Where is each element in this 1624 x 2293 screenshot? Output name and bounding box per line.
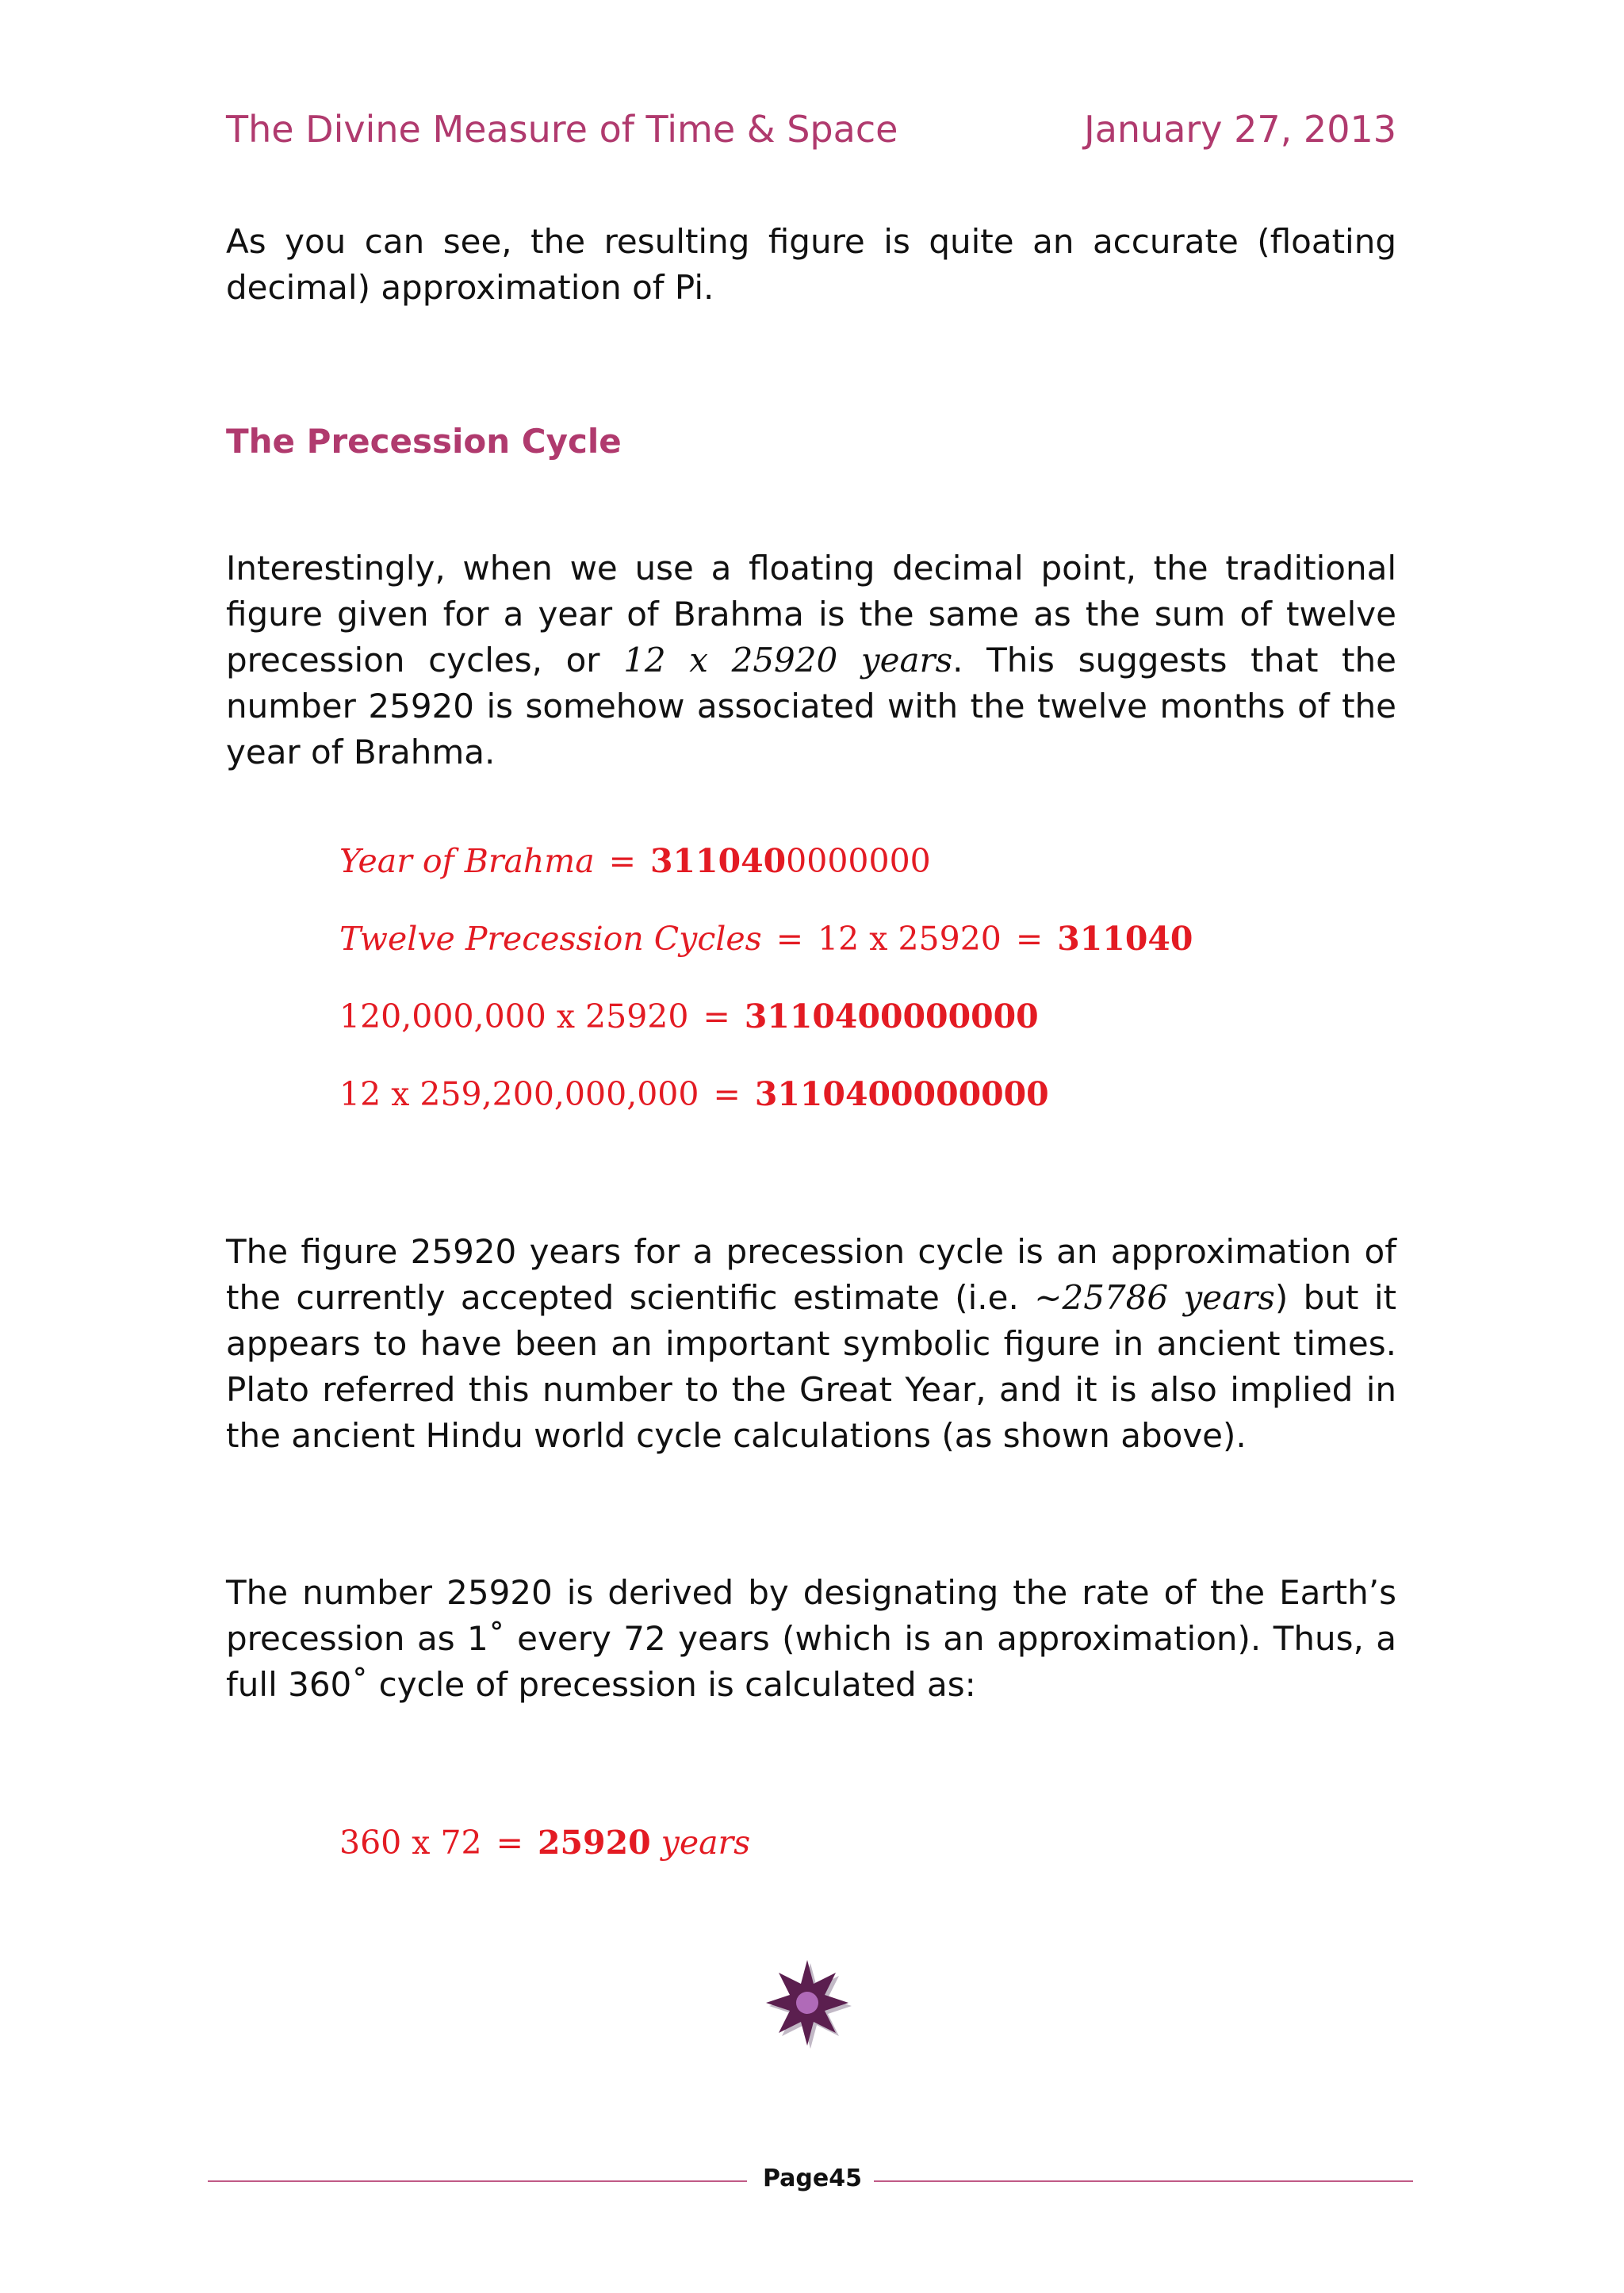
eq5-op: = xyxy=(496,1824,523,1862)
equation-twelve-cycles xyxy=(339,920,1193,958)
eq3-bold: 3110400000000 xyxy=(744,997,1039,1035)
equation-year-of-brahma xyxy=(339,842,931,880)
eq2-op1: = xyxy=(776,920,804,958)
eq4-op: = xyxy=(713,1075,741,1113)
section-heading: The Precession Cycle xyxy=(226,422,622,461)
eq1-bold: 311040 xyxy=(650,842,787,880)
eq3-op: = xyxy=(703,997,730,1035)
paragraph-2-math: 12 x 25920 years xyxy=(623,641,953,679)
eq1-lhs: Year of Brahma xyxy=(339,842,595,880)
header-title: The Divine Measure of Time & Space xyxy=(226,108,898,151)
eq4-bold: 3110400000000 xyxy=(754,1075,1049,1113)
eq1-rest: 0000000 xyxy=(786,842,931,880)
eq2-op2: = xyxy=(1015,920,1044,958)
equation-120m xyxy=(339,997,1039,1035)
equation-259b xyxy=(339,1075,1049,1113)
eq4-lhs: 12 x 259,200,000,000 xyxy=(339,1075,699,1113)
paragraph-3-text-a: The figure 25920 years for a precession cycle is an approximation of the currently accepted scientific estimate (i.e. xyxy=(226,1232,1396,1317)
page-number: Page45 xyxy=(763,2165,862,2192)
paragraph-4: The number 25920 is derived by designating the rate of the Earth’s precession as 1˚ every 72 years (which is an approximation). Thus, a full 360˚ cycle of precession is calculated as: xyxy=(226,1573,1396,1704)
eq5-unit: years xyxy=(661,1824,751,1862)
paragraph-2 xyxy=(226,545,1396,775)
header-date: January 27, 2013 xyxy=(1084,108,1396,151)
paragraph-2-text-b: . This suggests that the number 25920 is somehow associated with the twelve months of the year of Brahma. xyxy=(226,641,1396,771)
eq5-bold: 25920 xyxy=(537,1824,651,1862)
paragraph-1: As you can see, the resulting figure is quite an accurate (floating decimal) approximation of Pi. xyxy=(226,222,1396,307)
page-header xyxy=(226,108,1396,151)
paragraph-3-math: ~25786 years xyxy=(1034,1278,1275,1317)
paragraph-3-text-b: ) but it appears to have been an important symbolic figure in ancient times. Plato referred this number to the Great Year, and it is also implied in the ancient Hindu world cycle calculations (as shown above). xyxy=(226,1278,1396,1455)
star-center xyxy=(796,1992,818,2014)
paragraph-2-text-a: Interestingly, when we use a floating decimal point, the traditional figure given for a year of Brahma is the same as the sum of twelve precession cycles, or xyxy=(226,549,1396,679)
purple-star-icon xyxy=(760,1958,855,2054)
paragraph-3 xyxy=(226,1229,1396,1459)
eq2-bold: 311040 xyxy=(1057,920,1193,958)
eq5-lhs: 360 x 72 xyxy=(339,1824,482,1862)
page-footer xyxy=(208,2165,1413,2196)
footer-rule-right xyxy=(874,2180,1413,2182)
eq1-op: = xyxy=(608,842,636,880)
eq2-mid: 12 x 25920 xyxy=(818,920,1002,958)
eq2-lhs: Twelve Precession Cycles xyxy=(339,920,762,958)
footer-rule-left xyxy=(208,2180,747,2182)
equation-360x72 xyxy=(339,1824,750,1862)
eq3-lhs: 120,000,000 x 25920 xyxy=(339,997,689,1035)
